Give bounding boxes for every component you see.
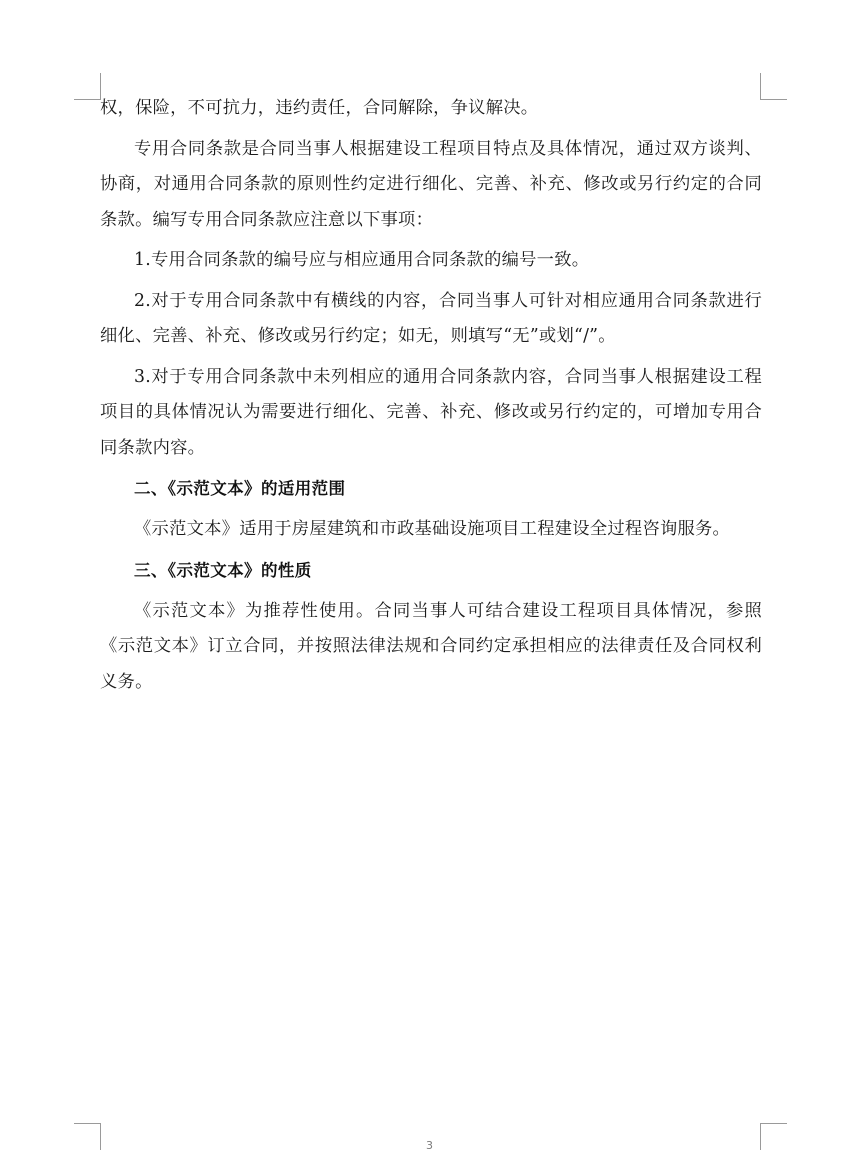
- crop-mark-top-left: [74, 73, 101, 100]
- special-terms-paragraph: 专用合同条款是合同当事人根据建设工程项目特点及具体情况，通过双方谈判、协商，对通用合同条款的原则性约定进行细化、完善、补充、修改或另行约定的合同条款。编写专用合同条款应注意以下事项：: [100, 138, 762, 230]
- page-number: 3: [426, 1139, 433, 1152]
- list-item-2: 2.对于专用合同条款中有横线的内容，合同当事人可针对相应通用合同条款进行细化、完善、补充、修改或另行约定；如无，则填写“无”或划“/”。: [100, 290, 762, 346]
- section-heading-scope: 二、《示范文本》的适用范围: [134, 479, 346, 498]
- nature-paragraph: 《示范文本》为推荐性使用。合同当事人可结合建设工程项目具体情况，参照《示范文本》订立合同，并按照法律法规和合同约定承担相应的法律责任及合同权利义务。: [100, 600, 762, 692]
- section-heading-nature: 三、《示范文本》的性质: [134, 560, 312, 580]
- scope-paragraph: 《示范文本》适用于房屋建筑和市政基础设施项目工程建设全过程咨询服务。: [134, 519, 731, 539]
- continued-paragraph: 权，保险，不可抗力，违约责任，合同解除，争议解决。: [100, 98, 539, 118]
- crop-mark-top-right: [760, 73, 787, 100]
- list-item-3: 3.对于专用合同条款中未列相应的通用合同条款内容，合同当事人根据建设工程项目的具体情况认为需要进行细化、完善、补充、修改或另行约定的，可增加专用合同条款内容。: [100, 366, 762, 458]
- page-body: [100, 91, 762, 705]
- list-item-1: 1.专用合同条款的编号应与相应通用合同条款的编号一致。: [134, 250, 590, 270]
